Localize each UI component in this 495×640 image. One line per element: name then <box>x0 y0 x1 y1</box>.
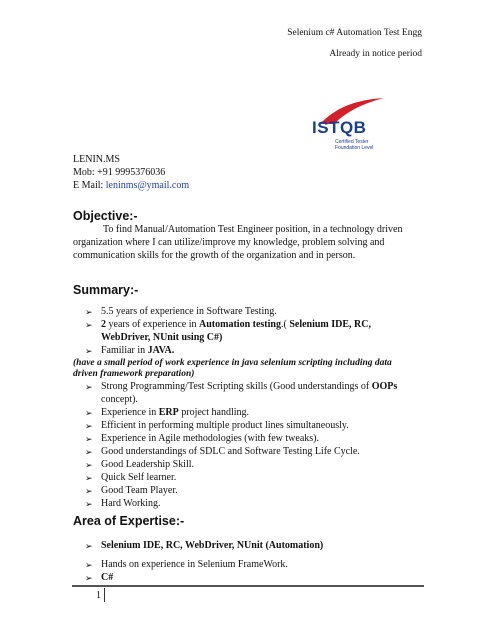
list-item: ➢ Selenium IDE, RC, WebDriver, NUnit (Automation) <box>85 540 324 551</box>
arrow-bullet-icon: ➢ <box>85 382 93 392</box>
arrow-bullet-icon: ➢ <box>85 420 93 431</box>
arrow-bullet-icon: ➢ <box>85 572 93 583</box>
list-item: ➢ Experience in ERP project handling. <box>85 406 250 418</box>
list-item: ➢ C# <box>85 571 114 583</box>
page-number: 1 <box>96 590 101 601</box>
arrow-bullet-icon: ➢ <box>85 433 93 444</box>
contact-mobile: Mob: +91 9995376036 <box>73 167 166 178</box>
expertise-list <box>85 540 405 585</box>
arrow-bullet-icon: ➢ <box>85 472 93 483</box>
arrow-bullet-icon: ➢ <box>85 407 93 418</box>
email-label: E Mail: <box>73 180 104 191</box>
objective-heading: Objective:- <box>73 209 138 223</box>
list-item: ➢ Quick Self learner. <box>85 471 177 483</box>
list-item: ➢ Good Team Player. <box>85 484 178 496</box>
email-link[interactable]: leninms@ymail.com <box>105 180 190 191</box>
contact-email-row <box>73 179 189 192</box>
footer-divider <box>72 585 424 587</box>
list-item: ➢ Good Leadership Skill. <box>85 458 195 470</box>
list-item: ➢ Efficient in performing multiple product lines simultaneously. <box>85 419 349 431</box>
arrow-bullet-icon: ➢ <box>85 320 93 330</box>
logo-wordmark: ISTQB <box>312 118 367 137</box>
arrow-bullet-icon: ➢ <box>85 446 93 457</box>
list-item: ➢ Hands on experience in Selenium FrameWork. <box>85 558 288 570</box>
contact-name: LENIN.MS <box>73 154 120 165</box>
summary-list <box>73 306 405 511</box>
objective-text: To find Manual/Automation Test Engineer position, in a technology driven organization where I can utilize/improve my knowledge, problem solving and communication skills for the growth of the organization and in person. <box>73 224 403 261</box>
list-item: ➢ Familiar in JAVA. <box>85 344 175 356</box>
expertise-heading: Area of Expertise:- <box>73 514 185 528</box>
arrow-bullet-icon: ➢ <box>85 485 93 496</box>
arrow-bullet-icon: ➢ <box>85 541 93 551</box>
arrow-bullet-icon: ➢ <box>85 307 93 317</box>
objective-paragraph <box>73 223 413 262</box>
list-item: ➢ Good understandings of SDLC and Software Testing Life Cycle. <box>85 445 360 457</box>
list-item: ➢ Hard Working. <box>85 497 161 509</box>
contact-block <box>73 153 189 192</box>
istqb-logo <box>312 96 388 152</box>
summary-heading: Summary:- <box>73 283 139 297</box>
list-item: ➢ Strong Programming/Test Scripting skills (Good understandings of OOPs concept). <box>85 381 398 405</box>
arrow-bullet-icon: ➢ <box>85 498 93 509</box>
list-item: ➢ 5.5 years of experience in Software Testing. <box>85 306 277 317</box>
arrow-bullet-icon: ➢ <box>85 459 93 470</box>
page-number-bar <box>104 588 105 602</box>
list-note: (have a small period of work experience in java selenium scripting including data driven framework preparation) <box>73 357 392 379</box>
header-title: Selenium c# Automation Test Engg <box>287 28 422 38</box>
header-notice: Already in notice period <box>329 49 422 59</box>
logo-subtitle-1: Certified Tester <box>335 139 369 145</box>
arrow-bullet-icon: ➢ <box>85 345 93 356</box>
list-item: ➢ Experience in Agile methodologies (with few tweaks). <box>85 432 319 444</box>
arrow-bullet-icon: ➢ <box>85 559 93 570</box>
logo-subtitle-2: Foundation Level <box>335 145 374 151</box>
list-item: ➢ 2 years of experience in Automation testing.( Selenium IDE, RC, WebDriver, NUnit using C#) <box>85 319 371 343</box>
